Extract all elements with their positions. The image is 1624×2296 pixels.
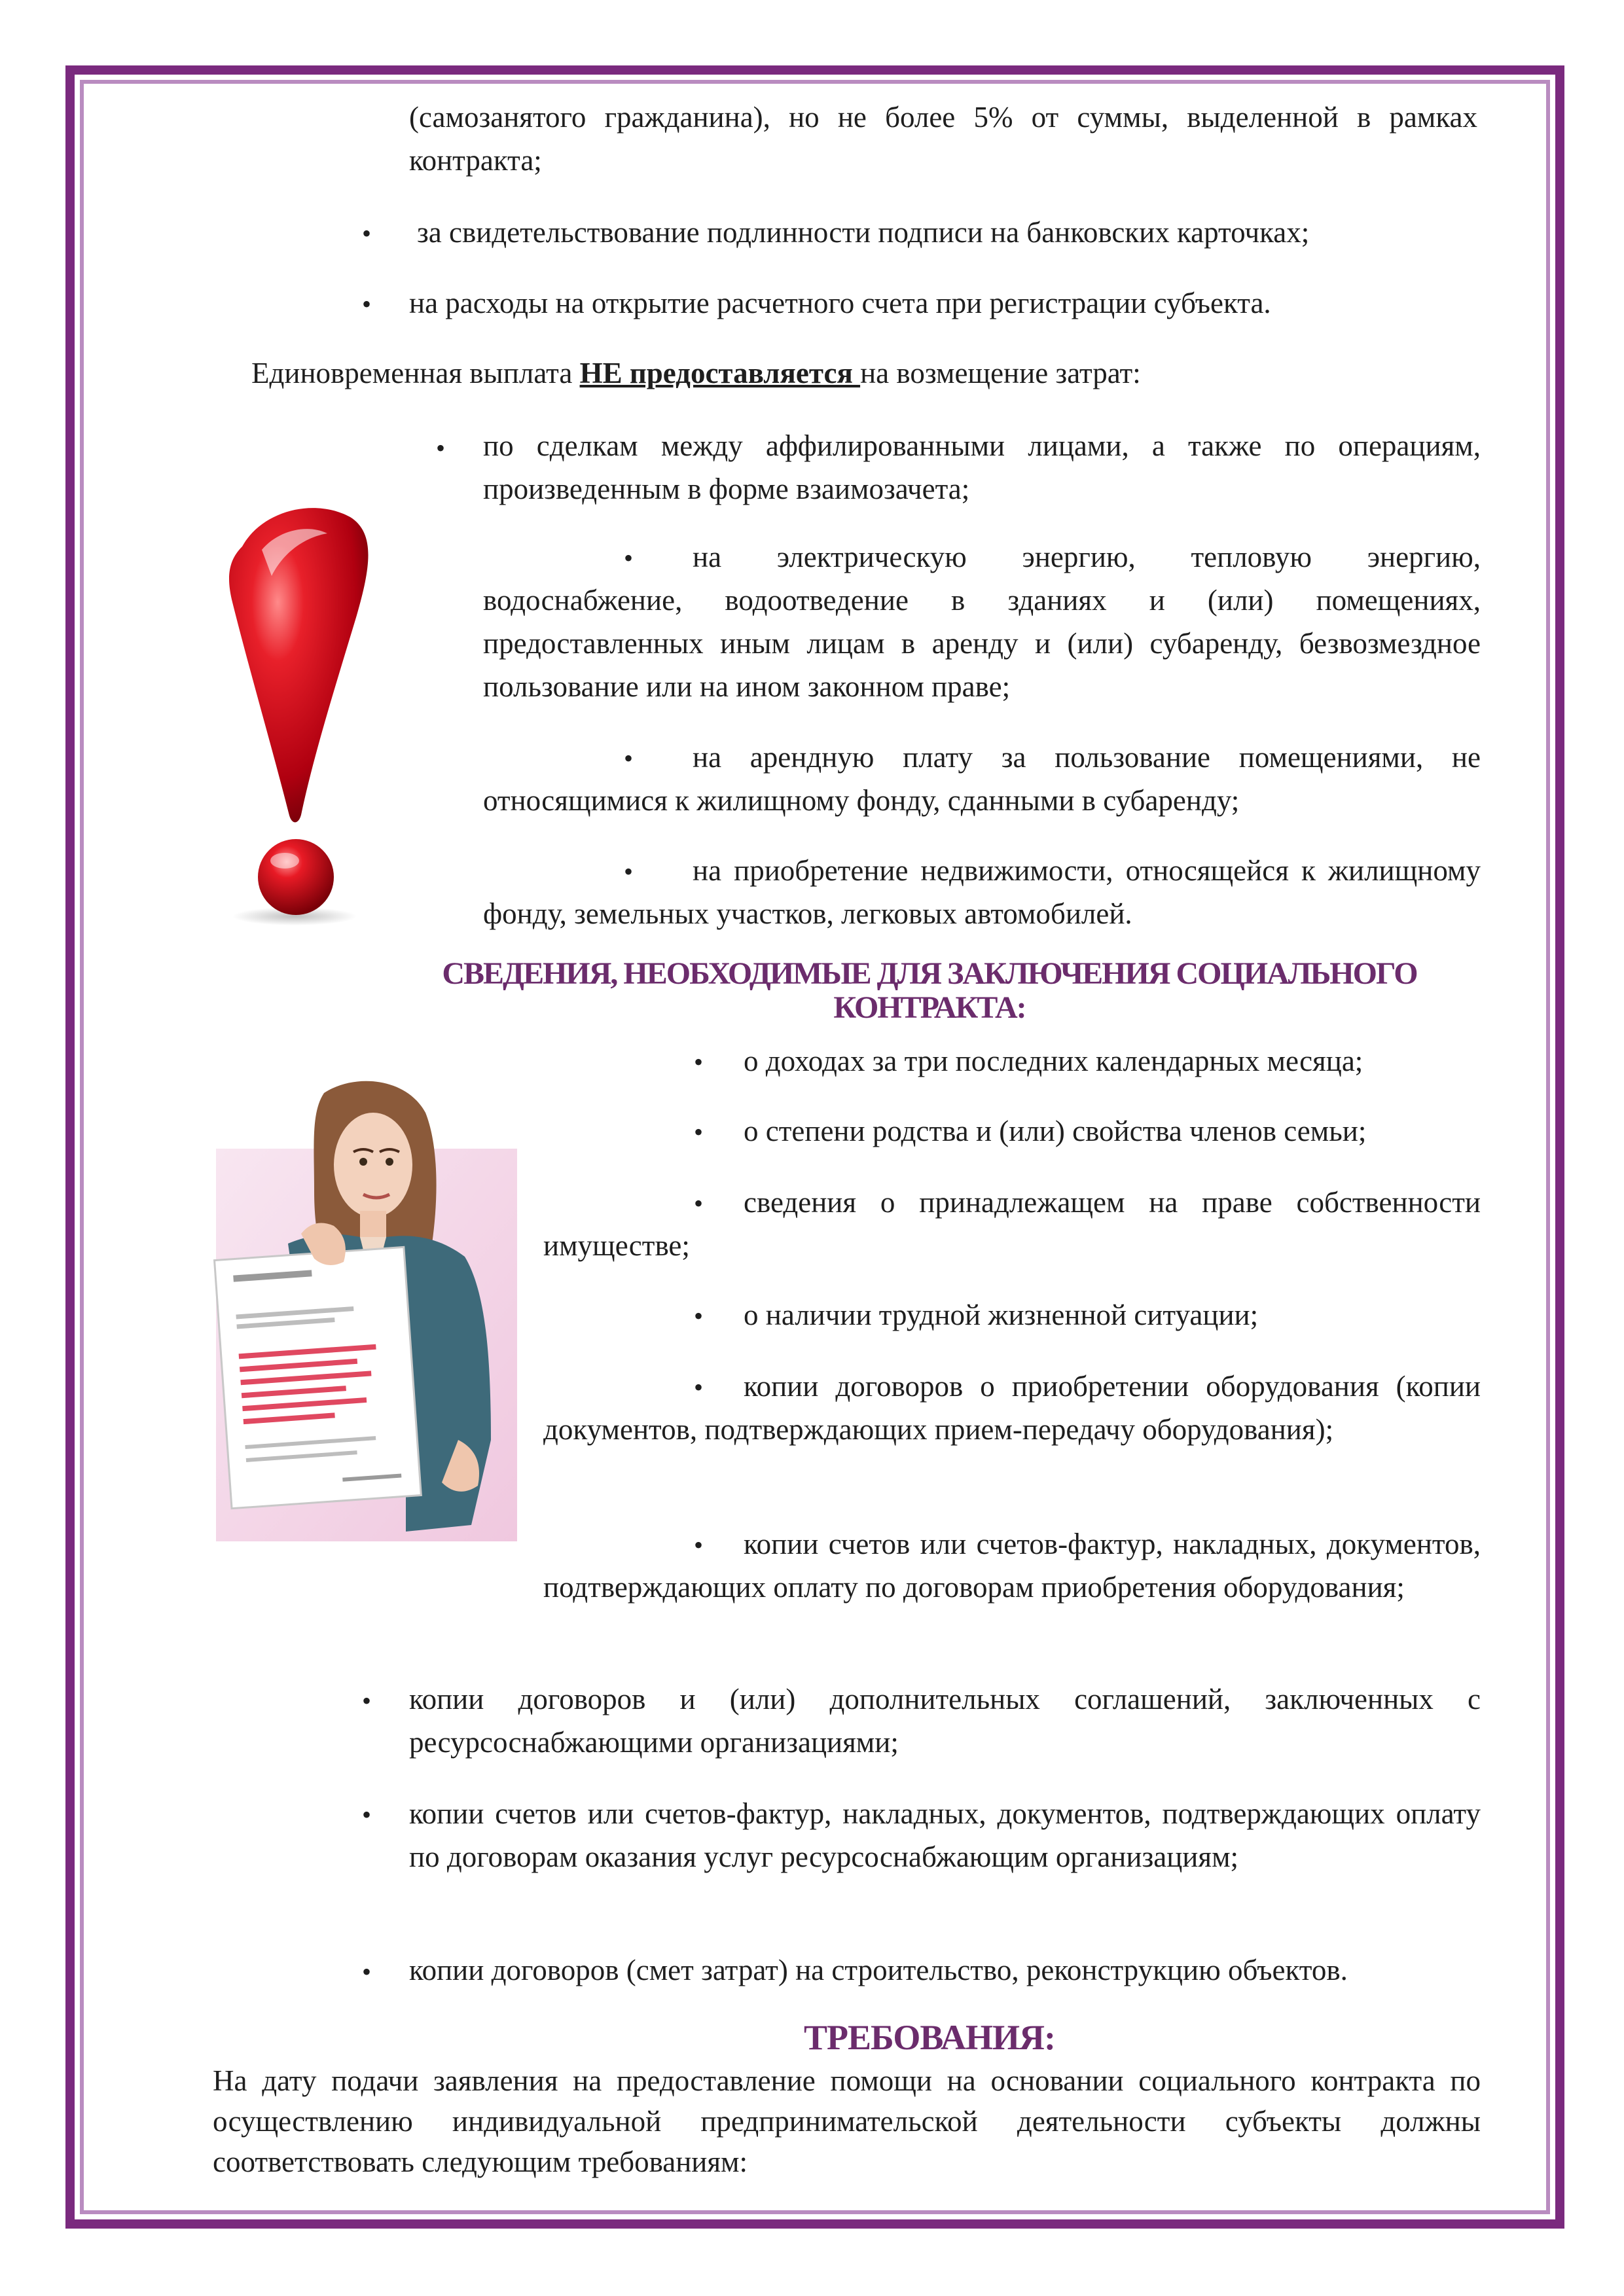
bullet: • [362,1686,372,1715]
woman-with-document-illustration [209,1073,524,1545]
info-item: копии договоров и (или) дополнительных соглашений, заключенных с ресурсоснабжающими организациями; [409,1683,1481,1759]
info-item: копии договоров (смет затрат) на строительство, реконструкцию объектов. [409,1954,1348,1986]
bullet: • [362,289,372,319]
info-item: • о степени родства и (или) свойства членов семьи; [543,1109,1481,1153]
list-item: на расходы на открытие расчетного счета при регистрации субъекта. [409,287,1271,319]
list-item: за свидетельствование подлинности подписи на банковских карточках; [417,216,1310,249]
info-item: копии счетов или счетов-фактур, накладных, документов, подтверждающих оплату по договорам оказания услуг ресурсоснабжающим организациям; [409,1797,1481,1873]
info-item: • сведения о принадлежащем на праве собственности имуществе; [543,1181,1481,1267]
info-item: • копии счетов или счетов-фактур, накладных, документов, подтверждающих оплату по договорам приобретения оборудования; [543,1522,1481,1609]
requirements-text: На дату подачи заявления на предоставление помощи на основании социального контракта по осуществлению индивидуальной предпринимательской деятельности субъекты должны соответствовать следующим требованиям: [213,2064,1481,2178]
exclamation-mark-illustration [216,497,380,929]
bullet: • [694,1189,704,1218]
not-provided-item: • на приобретение недвижимости, относящейся к жилищному фонду, земельных участков, легковых автомобилей. [483,849,1481,935]
not-provided-item: • на электрическую энергию, тепловую энергию, водоснабжение, водоотведение в зданиях и (или) помещениях, предоставленных иным лицам в аренду и (или) субаренду, безвозмездное пользование или на ином законном праве; [483,535,1481,708]
bullet: • [694,1301,704,1331]
bullet: • [694,1047,704,1077]
bullet: • [362,219,372,248]
bullet: • [624,857,634,886]
bullet: • [694,1117,704,1147]
not-provided-intro: Единовременная выплата НЕ предоставляется на возмещение затрат: [251,357,1141,389]
not-provided-item: по сделкам между аффилированными лицами, а также по операциям, произведенным в форме взаимозачета; [483,429,1481,505]
list-item-continuation: (самозанятого гражданина), но не более 5% от суммы, выделенной в рамках контракта; [409,101,1477,177]
bullet: • [624,744,634,773]
info-item: • копии договоров о приобретении оборудования (копии документов, подтверждающих прием-передачу оборудования); [543,1365,1481,1451]
bullet: • [362,1800,372,1829]
bullet: • [436,433,446,463]
bullet: • [624,543,634,573]
info-item: • о наличии трудной жизненной ситуации; [543,1293,1481,1336]
not-provided-item: • на арендную плату за пользование помещениями, не относящимися к жилищному фонду, сданными в субаренду; [483,736,1481,822]
bullet: • [694,1372,704,1402]
info-section-title: СВЕДЕНИЯ, НЕОБХОДИМЫЕ ДЛЯ ЗАКЛЮЧЕНИЯ СОЦИАЛЬНОГО КОНТРАКТА: [442,956,1417,1025]
requirements-title: ТРЕБОВАНИЯ: [804,2018,1055,2057]
info-item: • о доходах за три последних календарных месяца; [543,1039,1481,1083]
not-provided-emphasis: НЕ предоставляется [579,357,861,389]
bullet: • [694,1530,704,1560]
bullet: • [362,1957,372,1986]
